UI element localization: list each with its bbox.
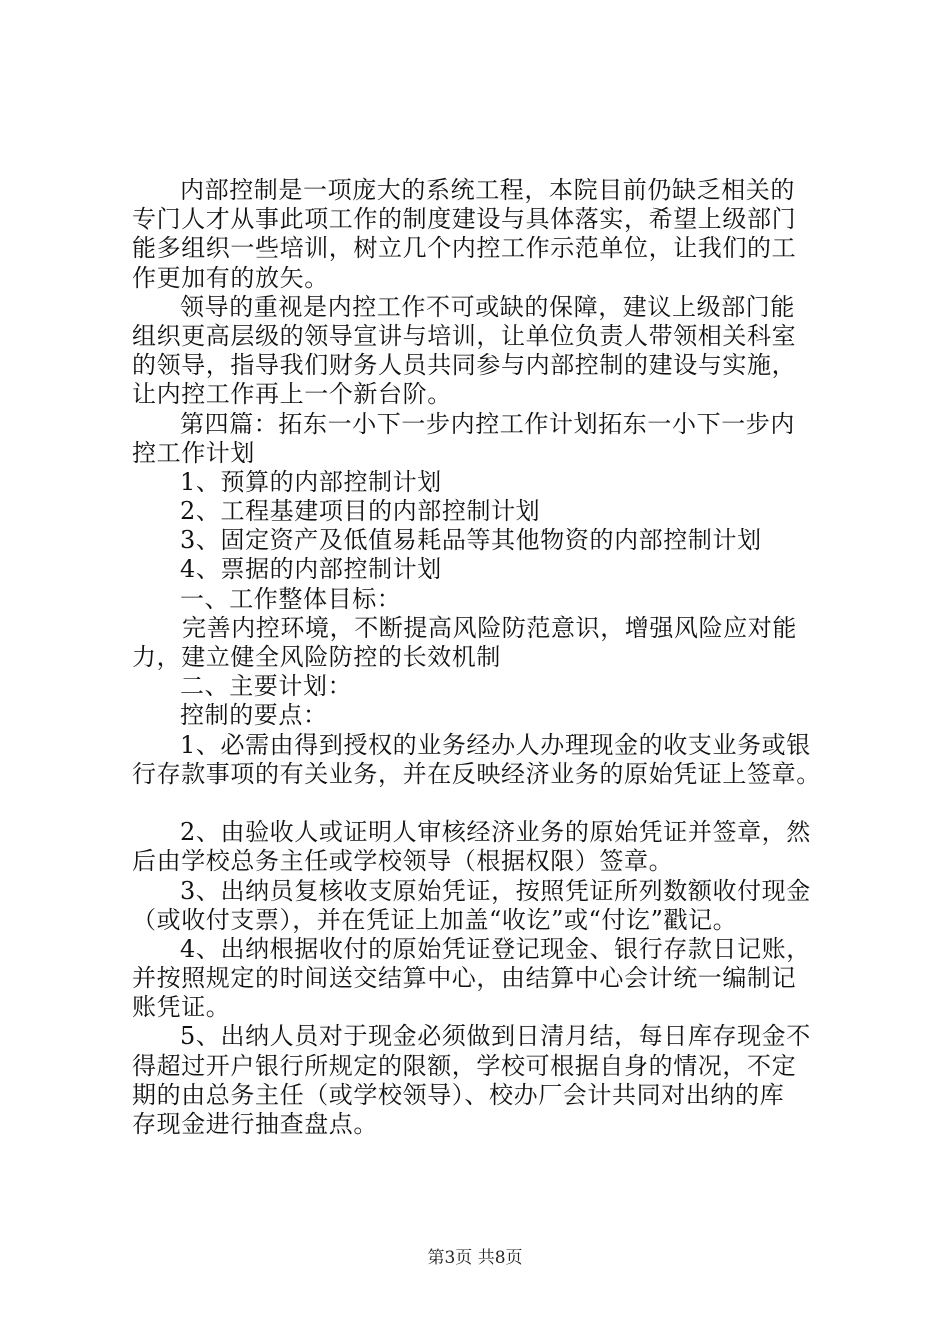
text-line: 专门人才从事此项工作的制度建设与具体落实，希望上级部门 (132, 205, 797, 234)
text-line: 二、主要计划： (180, 672, 353, 701)
list-item-2 (132, 497, 842, 526)
text-line: 能多组织一些培训，树立几个内控工作示范单位，让我们的工 (132, 234, 797, 263)
text-line: 的领导，指导我们财务人员共同参与内部控制的建设与实施， (132, 351, 797, 380)
control-point-1 (132, 731, 842, 789)
paragraph-2 (132, 293, 842, 410)
text-line: 期的由总务主任（或学校领导）、校办厂会计共同对出纳的库 (132, 1080, 785, 1109)
control-point-2 (132, 818, 842, 876)
blank-line (132, 789, 842, 818)
text-line: 得超过开户银行所规定的限额，学校可根据自身的情况，不定 (132, 1051, 797, 1080)
text-line: 4、票据的内部控制计划 (180, 555, 442, 584)
text-line: 2、工程基建项目的内部控制计划 (180, 497, 541, 526)
text-line: 行存款事项的有关业务，并在反映经济业务的原始凭证上签章。 (132, 759, 821, 788)
text-line: 4、出纳根据收付的原始凭证登记现金、银行存款日记账， (180, 934, 811, 963)
text-line: 一、工作整体目标： (180, 584, 402, 613)
text-line: 让内控工作再上一个新台阶。 (132, 380, 452, 409)
list-item-4 (132, 555, 842, 584)
text-line: （或收付支票），并在凭证上加盖“收讫”或“付讫”戳记。 (132, 905, 738, 934)
text-line: 存现金进行抽查盘点。 (132, 1110, 378, 1138)
subheading-main-plan (132, 672, 842, 701)
text-line: 1、预算的内部控制计划 (180, 467, 442, 496)
paragraph-1 (132, 176, 842, 293)
paragraph-goal (132, 614, 842, 672)
text-line: 第四篇：拓东一小下一步内控工作计划拓东一小下一步内 (180, 409, 795, 438)
control-point-4 (132, 935, 842, 1023)
list-item-1 (132, 468, 842, 497)
page-number: 第3页 共8页 (427, 1248, 523, 1268)
list-item-3 (132, 526, 842, 555)
text-line: 账凭证。 (132, 993, 231, 1022)
text-line: 5、出纳人员对于现金必须做到日清月结，每日库存现金不 (180, 1022, 811, 1051)
text-line: 内部控制是一项庞大的系统工程，本院目前仍缺乏相关的 (180, 176, 795, 204)
text-line: 后由学校总务主任或学校领导（根据权限）签章。 (132, 847, 674, 876)
text-line: 控工作计划 (132, 438, 255, 467)
section-heading-part-4 (132, 410, 842, 468)
subheading-overall-goal (132, 585, 842, 614)
text-line: 组织更高层级的领导宣讲与培训，让单位负责人带领相关科室 (132, 321, 797, 350)
subheading-control-points (132, 701, 842, 730)
text-line: 领导的重视是内控工作不可或缺的保障，建议上级部门能 (180, 292, 795, 321)
text-line: 完善内控环境，不断提高风险防范意识，增强风险应对能 (182, 613, 797, 642)
control-point-3 (132, 877, 842, 935)
text-line: 2、由验收人或证明人审核经济业务的原始凭证并签章，然 (180, 818, 811, 847)
control-point-5 (132, 1022, 842, 1139)
page-footer (0, 1247, 950, 1269)
text-line: 作更加有的放矢。 (132, 263, 329, 292)
text-line: 控制的要点： (180, 701, 328, 730)
text-line: 1、必需由得到授权的业务经办人办理现金的收支业务或银 (180, 730, 811, 759)
text-line: 3、固定资产及低值易耗品等其他物资的内部控制计划 (180, 526, 762, 555)
text-line: 并按照规定的时间送交结算中心，由结算中心会计统一编制记 (132, 964, 797, 993)
document-body (132, 176, 842, 1139)
text-line: 力，建立健全风险防控的长效机制 (132, 643, 501, 671)
text-line: 3、出纳员复核收支原始凭证，按照凭证所列数额收付现金 (180, 876, 811, 905)
